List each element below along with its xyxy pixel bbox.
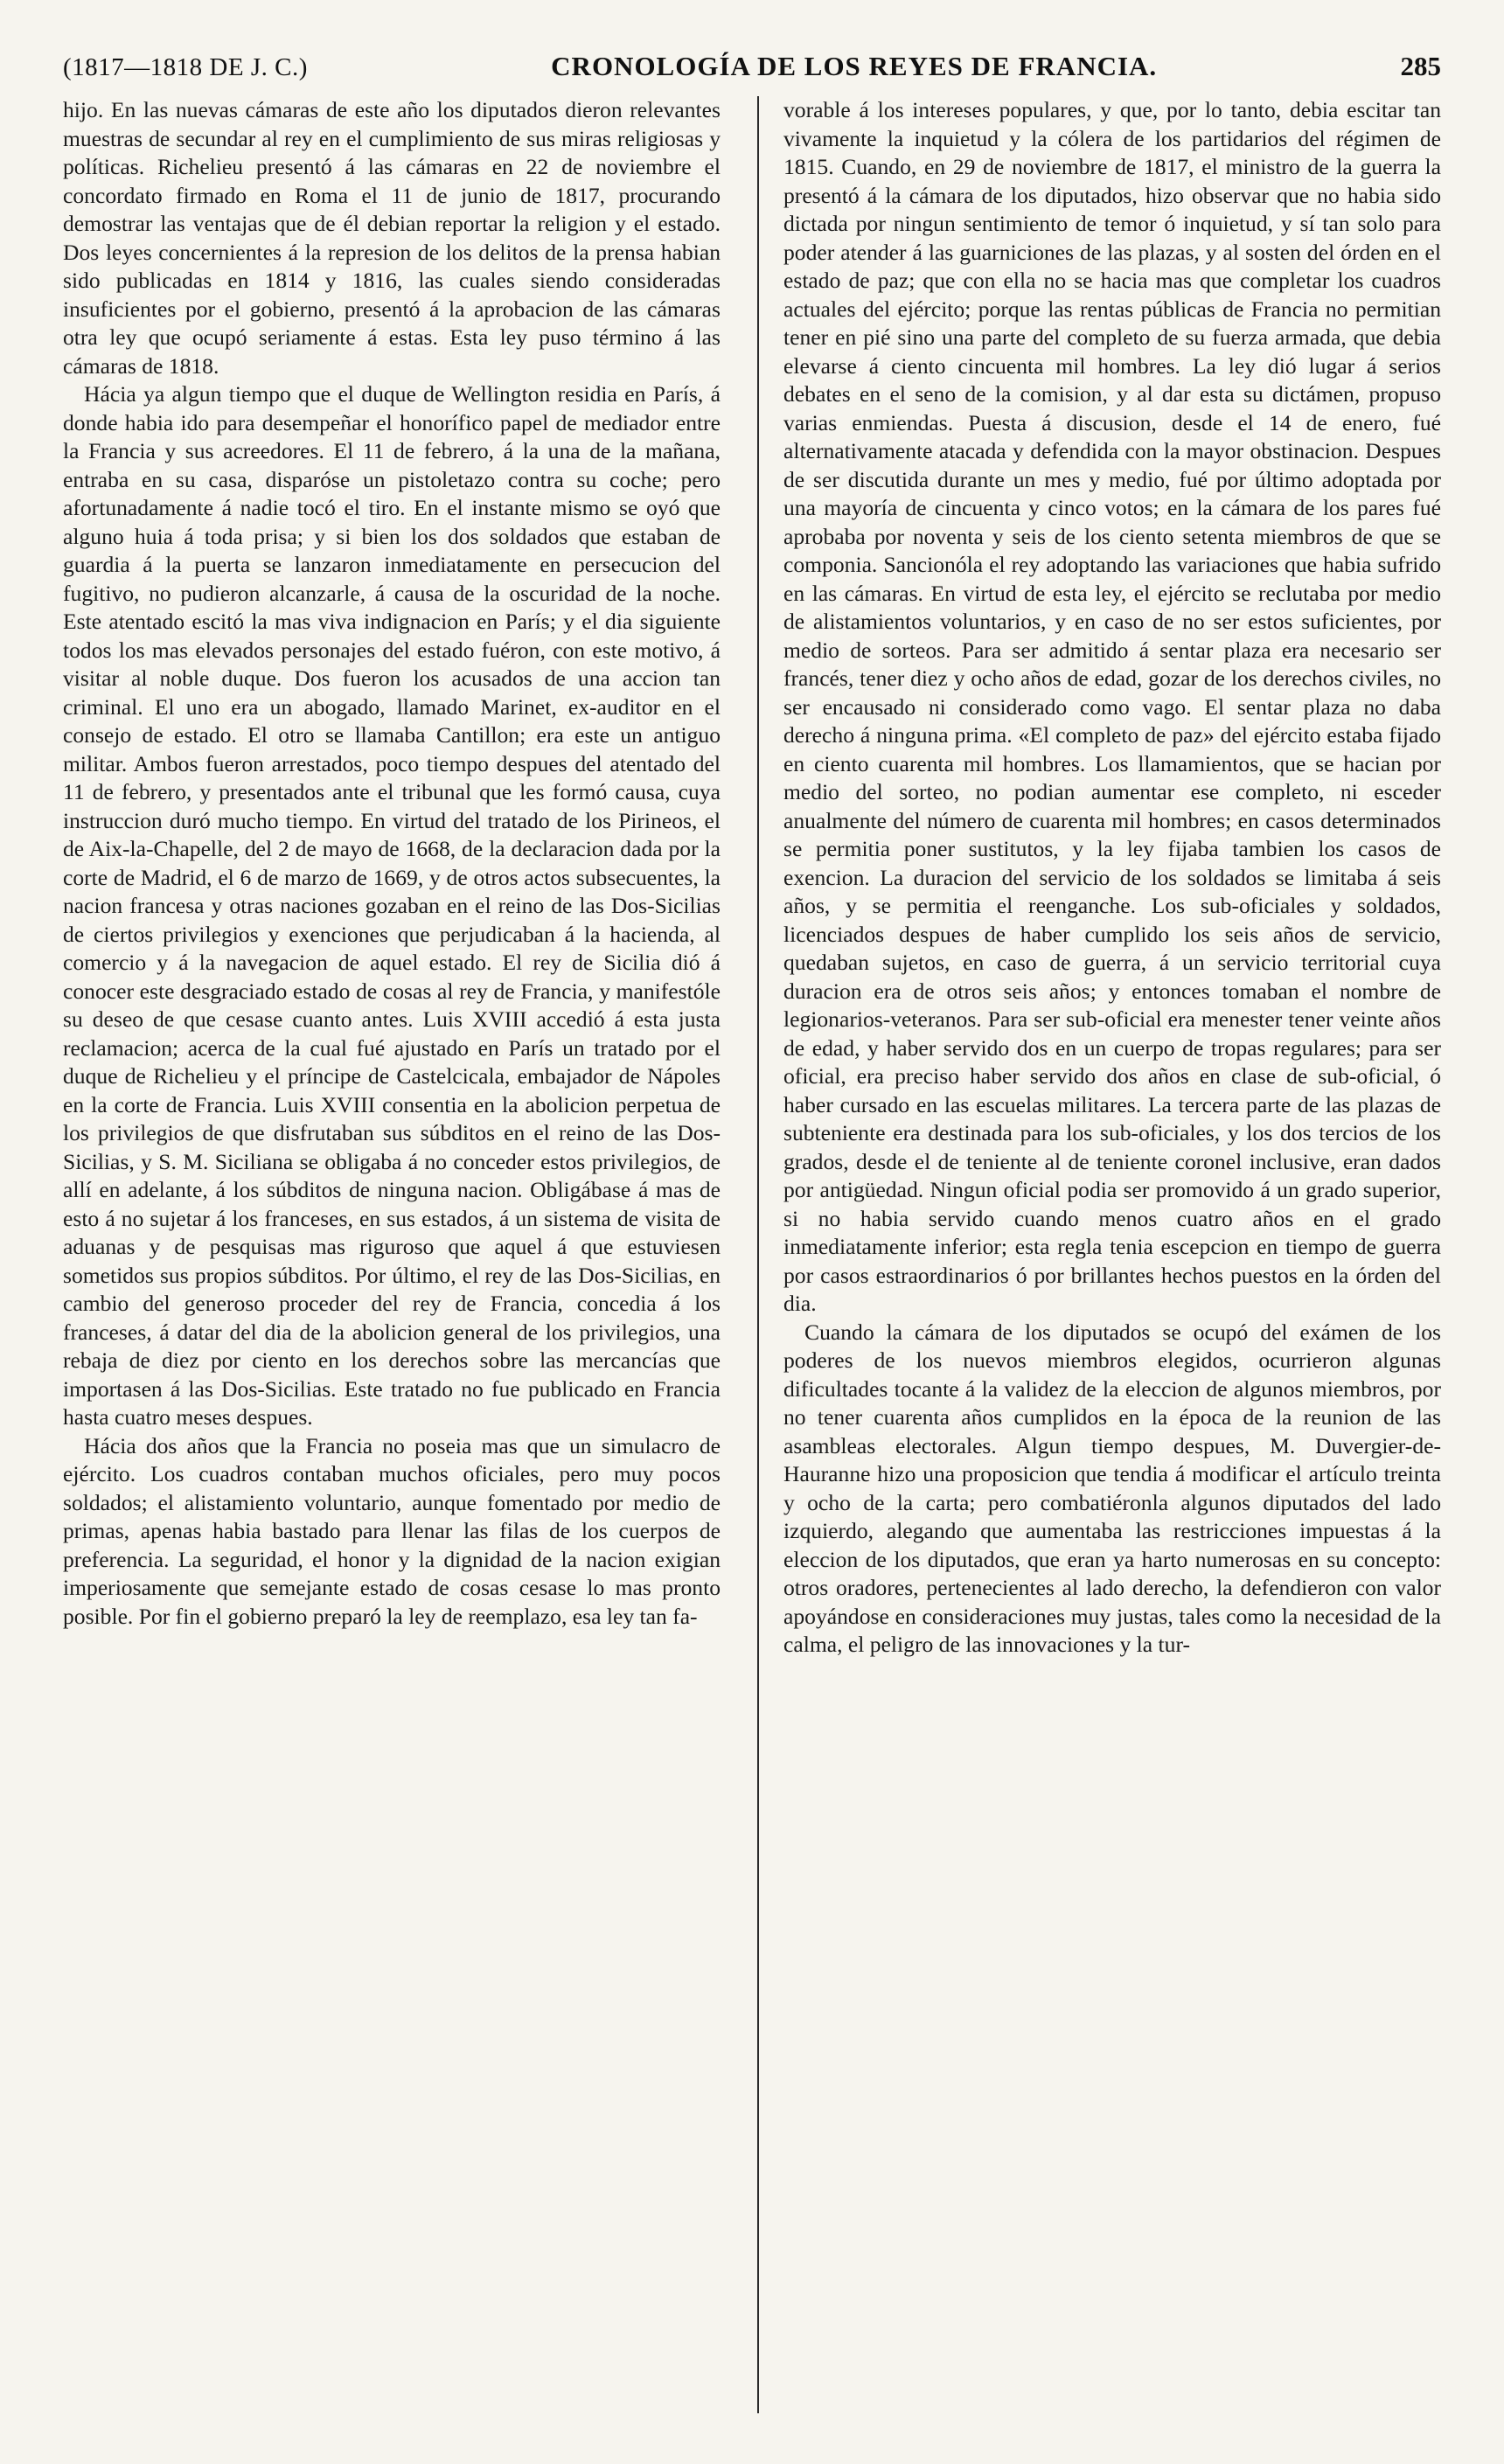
paragraph: Hácia ya algun tiempo que el duque de Wellington residia en París, á donde habia ido para desempeñar el honorífico papel de mediador entre la Francia y sus acreedores. El 11 de febrero, á la una de la mañana, entraba en su casa, disparóse un pistoletazo contra su coche; pero afortunadamente á nadie tocó el tiro. En el instante mismo se oyó que alguno huia á toda prisa; y si bien los dos soldados que estaban de guardia á la puerta se lanzaron inmediatamente en persecucion del fugitivo, no pudieron alcanzarle, á causa de la oscuridad de la noche. Este atentado escitó la mas viva indignacion en París; y el dia siguiente todos los mas elevados personajes del estado fuéron, con este motivo, á visitar al noble duque. Dos fueron los acusados de una accion tan criminal. El uno era un abogado, llamado Marinet, ex-auditor en el consejo de estado. El otro se llamaba Cantillon; era este un antiguo militar. Ambos fueron arrestados, poco tiempo despues del atentado del 11 de febrero, y presentados ante el tribunal que les formó causa, cuya instruccion duró mucho tiempo. En virtud del tratado de los Pirineos, el de Aix-la-Chapelle, del 2 de mayo de 1668, de la declaracion dada por la corte de Madrid, el 6 de marzo de 1669, y de otros actos subsecuentes, la nacion francesa y otras naciones gozaban en el reino de las Dos-Sicilias de ciertos privilegios y exenciones que perjudicaban á la hacienda, al comercio y á la navegacion de aquel estado. El rey de Sicilia dió á conocer este desgraciado estado de cosas al rey de Francia, y manifestóle su deseo de que cesase cuanto antes. Luis XVIII accedió á esta justa reclamacion; acerca de la cual fué ajustado en París un tratado por el duque de Richelieu y el príncipe de Castelcicala, embajador de Nápoles en la corte de Francia. Luis XVIII consentia en la abolicion perpetua de los privilegios de que disfrutaban sus súbditos en el reino de las Dos-Sicilias, y S. M. Siciliana se obligaba á no conceder estos privilegios, de allí en adelante, á los súbditos de ninguna nacion. Obligábase á mas de esto á no sujetar á los franceses, en sus estados, á un sistema de visita de aduanas y de pesquisas mas riguroso que aquel á que estuviesen sometidos sus propios súbditos. Por último, el rey de las Dos-Sicilias, en cambio del generoso proceder del rey de Francia, concedia á los franceses, á datar del dia de la abolicion general de los privilegios, una rebaja de diez por ciento en los derechos sobre las mercancías que importasen á las Dos-Sicilias. Este tratado no fue publicado en Francia hasta cuatro meses despues.: [63, 381, 721, 1430]
left-column: [63, 96, 721, 2413]
column-divider: [757, 96, 759, 2413]
paragraph: Hácia dos años que la Francia no poseia mas que un simulacro de ejército. Los cuadros contaban muchos oficiales, pero muy pocos soldados; el alistamiento voluntario, aunque fomentado por medio de primas, apenas habia bastado para llenar las filas de los cuerpos de preferencia. La seguridad, el honor y la dignidad de la nacion exigian imperiosamente que semejante estado de cosas cesase lo mas pronto posible. Por fin el gobierno preparó la ley de reemplazo, esa ley tan fa-: [63, 1432, 721, 1629]
text-columns: [63, 96, 1441, 2413]
paragraph: vorable á los intereses populares, y que, por lo tanto, debia escitar tan vivamente la inquietud y la cólera de los partidarios del régimen de 1815. Cuando, en 29 de noviembre de 1817, el ministro de la guerra la presentó á la cámara de los diputados, hizo observar que no habia sido dictada por ningun sentimiento de temor ó inquietud, y sí tan solo para poder atender á las guarniciones de las plazas, y al sosten del órden en el estado de paz; que con ella no se hacia mas que completar los cuadros actuales del ejército; porque las rentas públicas de Francia no permitian tener en pié sino una parte del completo de su fuerza armada, que debia elevarse á ciento cincuenta mil hombres. La ley dió lugar á serios debates en el seno de la comision, y al dar esta su dictámen, propuso varias enmiendas. Puesta á discusion, desde el 14 de enero, fué alternativamente atacada y defendida con la mayor obstinacion. Despues de ser discutida durante un mes y medio, fué por último adoptada por una mayoría de cincuenta y cinco votos; en la cámara de los pares fué aprobaba por noventa y seis de los ciento setenta miembros de que se componia. Sancionóla el rey adoptando las variaciones que habia sufrido en las cámaras. En virtud de esta ley, el ejército se reclutaba por medio de alistamientos voluntarios, y en caso de no ser estos suficientes, por medio de sorteos. Para ser admitido á sentar plaza era necesario ser francés, tener diez y ocho años de edad, gozar de los derechos civiles, no ser encausado ni considerado como vago. El sentar plaza no daba derecho á ninguna prima. «El completo de paz» del ejército estaba fijado en ciento cuarenta mil hombres. Los llamamientos, que se hacian por medio del sorteo, no podian aumentar ese completo, ni esceder anualmente del número de cuarenta mil hombres; en casos determinados se permitia poner sustitutos, y la ley fijaba tambien los casos de exencion. La duracion del servicio de los soldados se limitaba á seis años, y se permitia el reenganche. Los sub-oficiales y soldados, licenciados despues de haber cumplido los seis años de servicio, quedaban sujetos, en caso de guerra, á un servicio territorial cuya duracion era de otros seis años; y entonces tomaban el nombre de legionarios-veteranos. Para ser sub-oficial era menester tener veinte años de edad, y haber servido dos en un cuerpo de tropas regulares; para ser oficial, era preciso haber servido dos años en clase de sub-oficial, ó haber cursado en las escuelas militares. La tercera parte de las plazas de subteniente era destinada para los sub-oficiales, y los dos tercios de los grados, desde el de teniente al de teniente coronel inclusive, eran dados por antigüedad. Ningun oficial podia ser promovido á un grado superior, si no habia servido cuando menos cuatro años en el grado inmediatamente inferior; esta regla tenia escepcion en tiempo de guerra por casos estraordinarios ó por brillantes hechos puestos en la órden del dia.: [783, 97, 1441, 1316]
paragraph: hijo. En las nuevas cámaras de este año los diputados dieron relevantes muestras de secundar al rey en el cumplimiento de sus miras religiosas y políticas. Richelieu presentó á las cámaras en 22 de noviembre el concordato firmado en Roma el 11 de junio de 1817, procurando demostrar las ventajas que de él debian reportar la religion y el estado. Dos leyes concernientes á la represion de los delitos de la prensa habian sido publicadas en 1814 y 1816, las cuales siendo consideradas insuficientes por el gobierno, presentó á la aprobacion de las cámaras otra ley que ocupó seriamente á estas. Esta ley puso término á las cámaras de 1818.: [63, 97, 721, 379]
right-column: [783, 96, 1441, 2413]
paragraph: Cuando la cámara de los diputados se ocupó del exámen de los poderes de los nuevos miembros elegidos, ocurrieron algunas dificultades tocante á la validez de la eleccion de algunos miembros, por no tener cuarenta años cumplidos en la época de la reunion de las asambleas electorales. Algun tiempo despues, M. Duvergier-de-Hauranne hizo una proposicion que tendia á modificar el artículo treinta y ocho de la carta; pero combatiéronla algunos diputados del lado izquierdo, alegando que aumentaba las restricciones impuestas á la eleccion de los diputados, que eran ya harto numerosas en su concepto: otros oradores, pertenecientes al lado derecho, la defendieron con valor apoyándose en consideraciones muy justas, tales como la necesidad de la calma, el peligro de las innovaciones y la tur-: [783, 1319, 1441, 1657]
running-head: [63, 51, 1441, 96]
chapter-title-header: CRONOLOGÍA DE LOS REYES DE FRANCIA.: [551, 51, 1158, 81]
date-range-header: (1817—1818 DE J. C.): [63, 53, 308, 81]
page-number: 285: [1400, 51, 1441, 81]
